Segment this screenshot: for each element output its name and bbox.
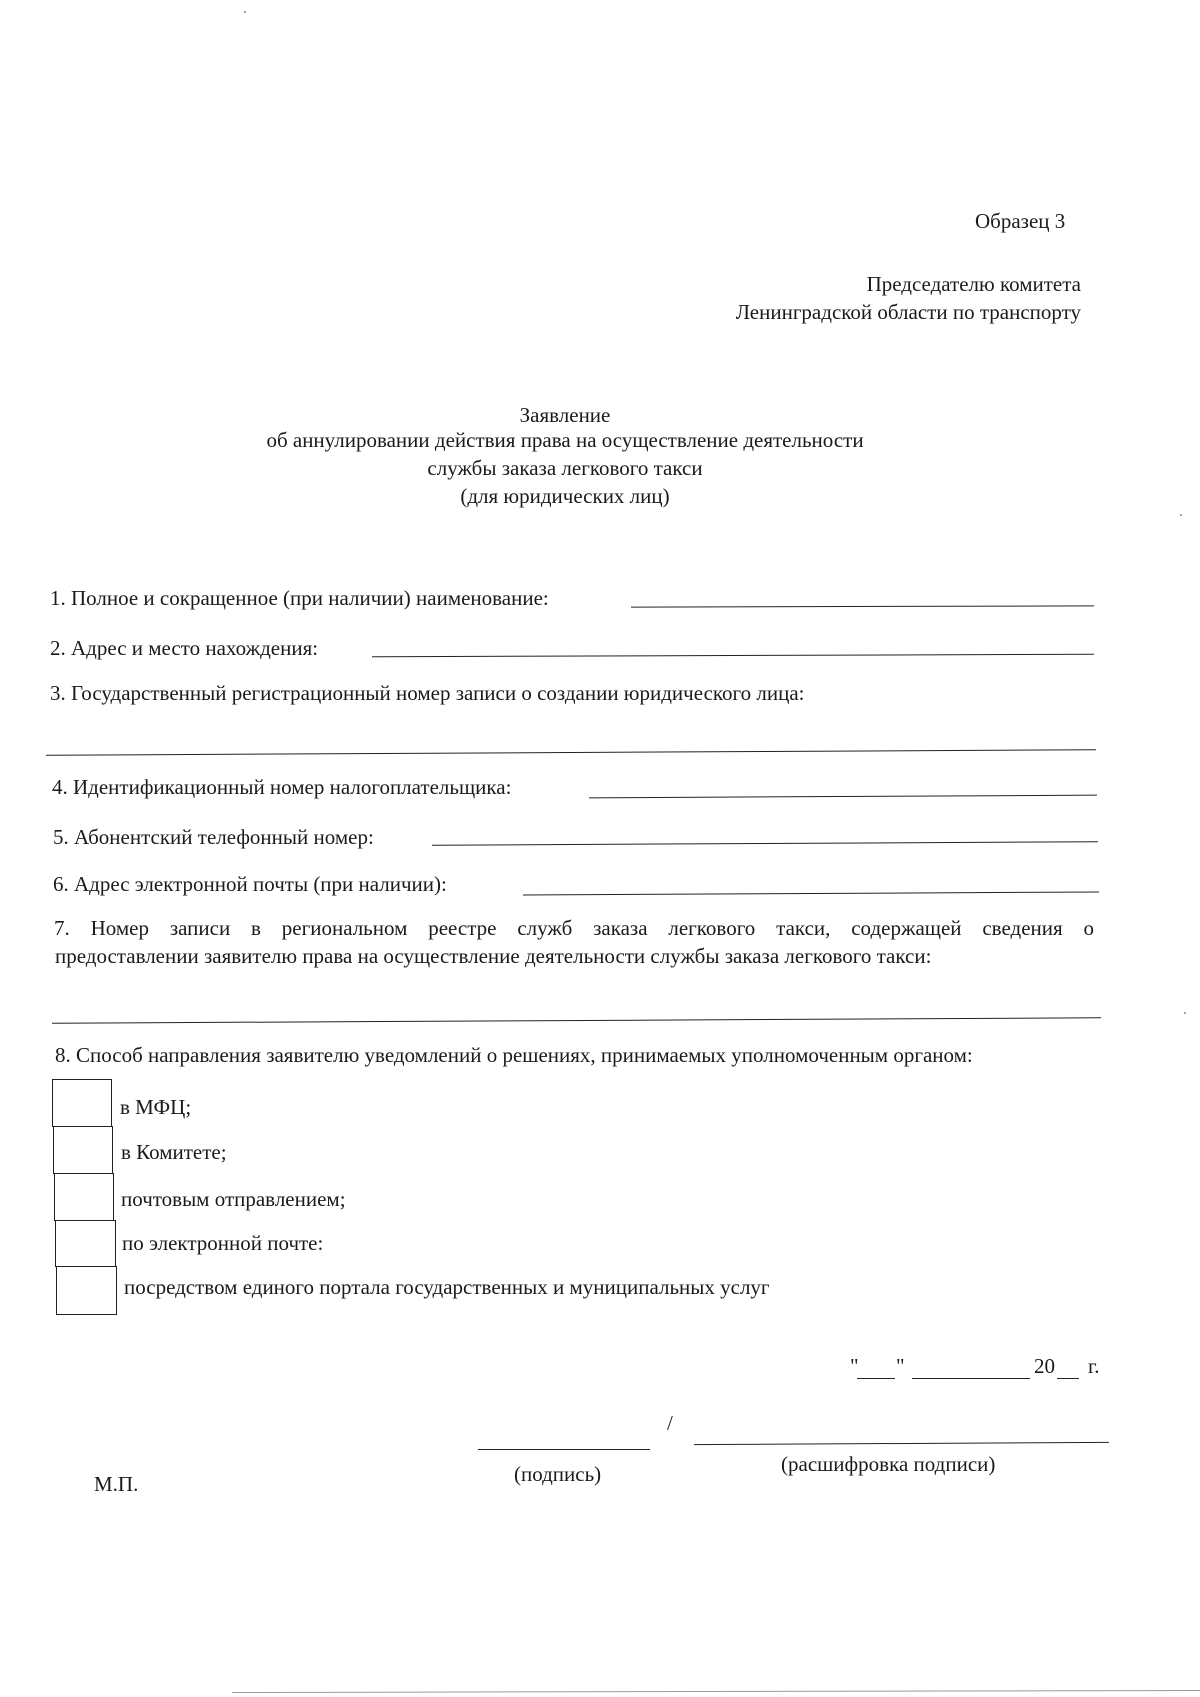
field-2-label: 2. Адрес и место нахождения: [50,636,319,660]
option-email-label: по электронной почте: [122,1231,324,1255]
scan-edge-line [232,1690,1200,1693]
option-committee-checkbox[interactable] [53,1126,113,1174]
title-line-1: Заявление [519,403,611,427]
field-6-label: 6. Адрес электронной почты (при наличии): [53,872,447,896]
date-month-line[interactable] [912,1378,1030,1379]
stamp-label: М.П. [94,1472,139,1496]
field-8-label: 8. Способ направления заявителю уведомлений о решениях, принимаемых уполномоченным органом: [55,1043,973,1067]
field-7-input-line[interactable] [52,1017,1101,1023]
option-committee-label: в Комитете; [121,1140,227,1164]
addressee-line-2: Ленинградской области по транспорту [735,300,1081,324]
field-4-label: 4. Идентификационный номер налогоплательщика: [52,775,512,799]
date-year-line[interactable] [1057,1378,1079,1379]
date-day-line[interactable] [857,1378,895,1379]
date-year-prefix: 20 [1034,1354,1055,1378]
option-mfc-label: в МФЦ; [120,1095,192,1119]
option-post-checkbox[interactable] [54,1173,114,1221]
signature-line[interactable] [478,1449,650,1450]
addressee-line-1: Председателю комитета [866,272,1081,296]
field-7-label-line-1: 7. Номер записи в региональном реестре служб заказа легкового такси, содержащей сведения о [54,916,1094,940]
sample-label: Образец 3 [975,209,1066,233]
scan-speck [244,11,246,13]
signature-caption: (подпись) [514,1462,602,1486]
field-1-label: 1. Полное и сокращенное (при наличии) наименование: [50,586,549,610]
scan-speck [1180,514,1182,516]
date-quote-open: " [850,1354,859,1378]
field-5-label: 5. Абонентский телефонный номер: [53,825,374,849]
option-portal-label: посредством единого портала государственных и муниципальных услуг [124,1275,770,1299]
field-3-input-line[interactable] [46,749,1096,755]
field-3-label: 3. Государственный регистрационный номер записи о создании юридического лица: [50,681,805,705]
field-1-input-line[interactable] [631,605,1094,607]
option-mfc-checkbox[interactable] [52,1079,112,1127]
field-2-input-line[interactable] [372,654,1094,658]
title-line-4: (для юридических лиц) [460,484,670,508]
scan-speck [1184,1012,1186,1014]
signature-decode-line[interactable] [694,1442,1109,1445]
signature-decode-caption: (расшифровка подписи) [781,1452,996,1476]
field-4-input-line[interactable] [589,795,1097,799]
field-6-input-line[interactable] [523,891,1099,895]
option-email-checkbox[interactable] [55,1220,116,1267]
date-year-suffix: г. [1088,1354,1100,1378]
option-post-label: почтовым отправлением; [121,1187,346,1211]
title-line-3: службы заказа легкового такси [427,456,703,480]
option-portal-checkbox[interactable] [56,1266,117,1315]
title-line-2: об аннулировании действия права на осуществление деятельности [266,428,864,452]
field-5-input-line[interactable] [432,841,1098,845]
date-quote-close: " [896,1354,905,1378]
field-7-label-line-2: предоставлении заявителю права на осуществление деятельности службы заказа легкового такси: [55,944,932,968]
signature-slash: / [667,1411,673,1435]
